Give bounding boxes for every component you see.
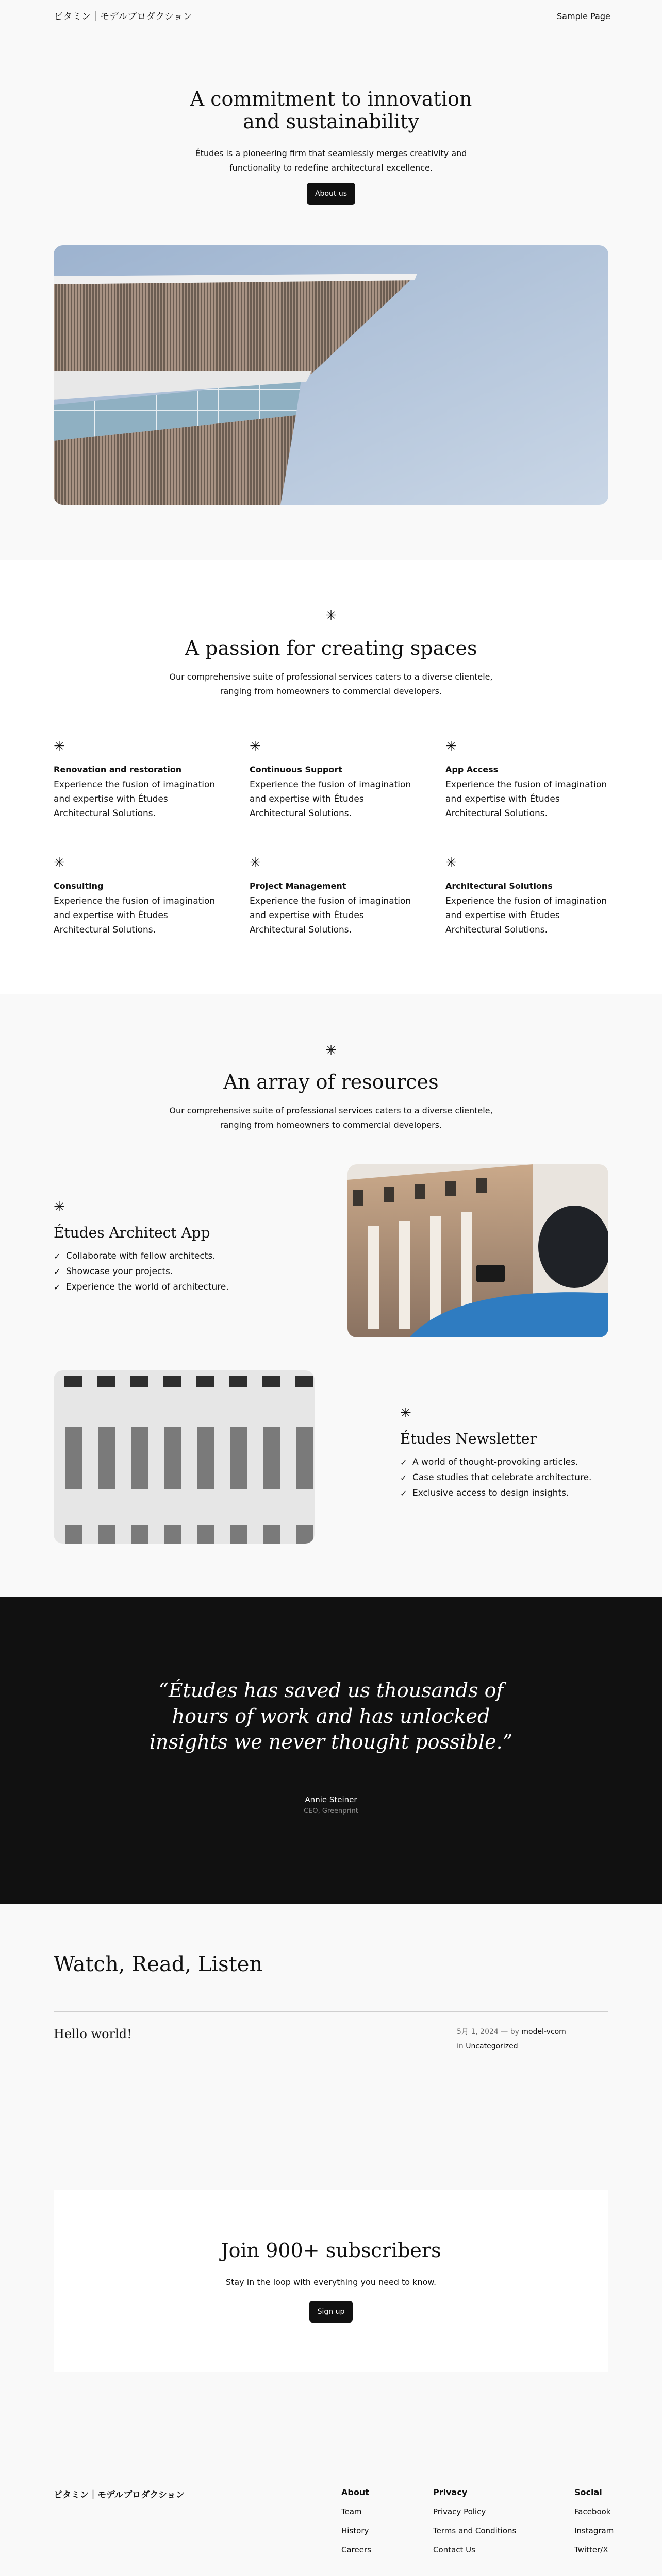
nav-sample-page[interactable]: Sample Page [557,11,610,21]
hero-subtitle [151,146,511,175]
service-item-consulting [54,856,224,937]
post-meta [457,2025,566,2054]
footer-link-twitter[interactable]: Twitter/X [574,2545,608,2554]
footer-link-careers[interactable]: Careers [341,2545,371,2554]
testimonial-role: CEO, Greenprint [304,1807,358,1815]
service-text: Experience the fusion of imagination and expertise with Études Architectural Solutions. [250,896,411,935]
sign-up-button[interactable]: Sign up [309,2301,353,2323]
app-image [347,1164,608,1337]
footer-column-title: Privacy [433,2487,468,2497]
list-item-label: Exclusive access to design insights. [412,1488,569,1498]
footer-link-privacy-policy[interactable]: Privacy Policy [433,2507,486,2516]
service-item-renovation [54,740,224,821]
list-item-label: Showcase your projects. [66,1266,173,1277]
service-title: Renovation and restoration [54,765,182,774]
check-icon: ✓ [400,1488,407,1498]
site-header [0,0,662,36]
newsletter-checklist [400,1454,591,1501]
post-meta-line1 [457,2025,566,2039]
service-item-architectural-solutions [445,856,616,937]
service-text: Experience the fusion of imagination and expertise with Études Architectural Solutions. [445,896,607,935]
services-subtitle-line2: ranging from homeowners to commercial developers. [220,686,442,696]
service-item-continuous-support [250,740,420,821]
footer-link-history[interactable]: History [341,2526,369,2535]
list-item [400,1470,591,1485]
footer-column-social [574,2487,614,2560]
testimonial-section [0,1597,662,1904]
footer-link-contact[interactable]: Contact Us [433,2545,475,2554]
newsletter-image [54,1370,315,1544]
post-meta-line2 [457,2039,566,2054]
quote-line2: hours of work and has unlocked [172,1705,490,1727]
service-asterisk-icon: ✳ [54,739,65,754]
service-title: Project Management [250,881,346,891]
footer-link-terms[interactable]: Terms and Conditions [433,2526,517,2535]
services-subtitle-line1: Our comprehensive suite of professional services caters to a diverse clientele, [169,672,493,682]
list-item-label: Collaborate with fellow architects. [66,1251,216,1261]
hero-image [54,245,608,505]
testimonial-name: Annie Steiner [305,1795,357,1804]
list-item [400,1454,591,1470]
resources-subtitle-line2: ranging from homeowners to commercial developers. [220,1120,442,1130]
list-item-label: Experience the world of architecture. [66,1282,229,1292]
post-title[interactable]: Hello world! [54,2027,132,2041]
quote-line3: insights we never thought possible.” [149,1731,513,1753]
service-asterisk-icon: ✳ [250,739,261,754]
resources-title: An array of resources [223,1071,439,1093]
service-title: Consulting [54,881,104,891]
quote-line1: “Études has saved us thousands of [158,1679,504,1702]
subscribe-card [54,2190,608,2372]
post-date[interactable]: 5月 1, 2024 [457,2028,499,2036]
list-item [54,1248,229,1264]
service-text: Experience the fusion of imagination and expertise with Études Architectural Solutions. [54,779,216,819]
check-icon: ✓ [400,1457,407,1467]
footer-link-team[interactable]: Team [341,2507,362,2516]
check-icon: ✓ [54,1251,61,1261]
post-by: — by [501,2028,519,2036]
app-checklist [54,1248,229,1295]
service-title: Continuous Support [250,765,342,774]
resources-subtitle [151,1104,511,1132]
resources-asterisk-icon: ✳ [325,1043,337,1058]
resources-subtitle-line1: Our comprehensive suite of professional services caters to a diverse clientele, [169,1106,493,1115]
blog-divider [54,2011,608,2012]
app-title: Études Architect App [54,1224,210,1241]
service-asterisk-icon: ✳ [54,855,65,871]
service-item-app-access [445,740,616,821]
services-title: A passion for creating spaces [185,637,477,659]
hero-title [151,88,511,133]
list-item [400,1485,591,1501]
blog-title: Watch, Read, Listen [54,1953,263,1976]
service-asterisk-icon: ✳ [445,855,457,871]
service-asterisk-icon: ✳ [445,739,457,754]
footer-column-title: About [341,2487,369,2497]
footer-column-privacy [433,2487,516,2560]
newsletter-title: Études Newsletter [400,1430,537,1447]
service-text: Experience the fusion of imagination and expertise with Études Architectural Solutions. [250,779,411,819]
app-block [54,1200,229,1295]
subscribe-subtitle: Stay in the loop with everything you need to know. [225,2277,437,2287]
service-title: Architectural Solutions [445,881,553,891]
newsletter-block [400,1406,591,1501]
services-subtitle [151,670,511,699]
site-title[interactable]: ビタミン｜モデルプロダクション [54,11,192,22]
service-text: Experience the fusion of imagination and expertise with Études Architectural Solutions. [445,779,607,819]
service-title: App Access [445,765,499,774]
list-item-label: A world of thought-provoking articles. [412,1457,578,1467]
services-asterisk-icon: ✳ [325,608,337,623]
app-asterisk-icon: ✳ [54,1199,65,1215]
check-icon: ✓ [54,1266,61,1277]
footer-column-about [341,2487,371,2560]
newsletter-asterisk-icon: ✳ [400,1405,411,1421]
service-text: Experience the fusion of imagination and expertise with Études Architectural Solutions. [54,896,216,935]
check-icon: ✓ [400,1472,407,1483]
check-icon: ✓ [54,1282,61,1292]
post-category[interactable]: Uncategorized [466,2042,518,2050]
list-item [54,1264,229,1279]
hero-subtitle-line1: Études is a pioneering firm that seamlessly merges creativity and [195,148,467,158]
service-item-project-management [250,856,420,937]
about-us-button[interactable]: About us [307,183,355,205]
post-author[interactable]: model-vcom [521,2028,566,2036]
list-item-label: Case studies that celebrate architecture. [412,1472,592,1483]
post-in: in [457,2042,464,2050]
footer-column-title: Social [574,2487,602,2497]
footer-link-facebook[interactable]: Facebook [574,2507,611,2516]
service-asterisk-icon: ✳ [250,855,261,871]
testimonial-quote [125,1677,537,1755]
list-item [54,1279,229,1295]
footer-link-instagram[interactable]: Instagram [574,2526,614,2535]
hero-subtitle-line2: functionality to redefine architectural excellence. [229,163,433,173]
hero-title-line1: A commitment to innovation [190,88,472,110]
footer-site-title[interactable]: ビタミン｜モデルプロダクション [54,2490,185,2500]
hero-title-line2: and sustainability [243,110,419,133]
subscribe-title: Join 900+ subscribers [221,2239,441,2262]
